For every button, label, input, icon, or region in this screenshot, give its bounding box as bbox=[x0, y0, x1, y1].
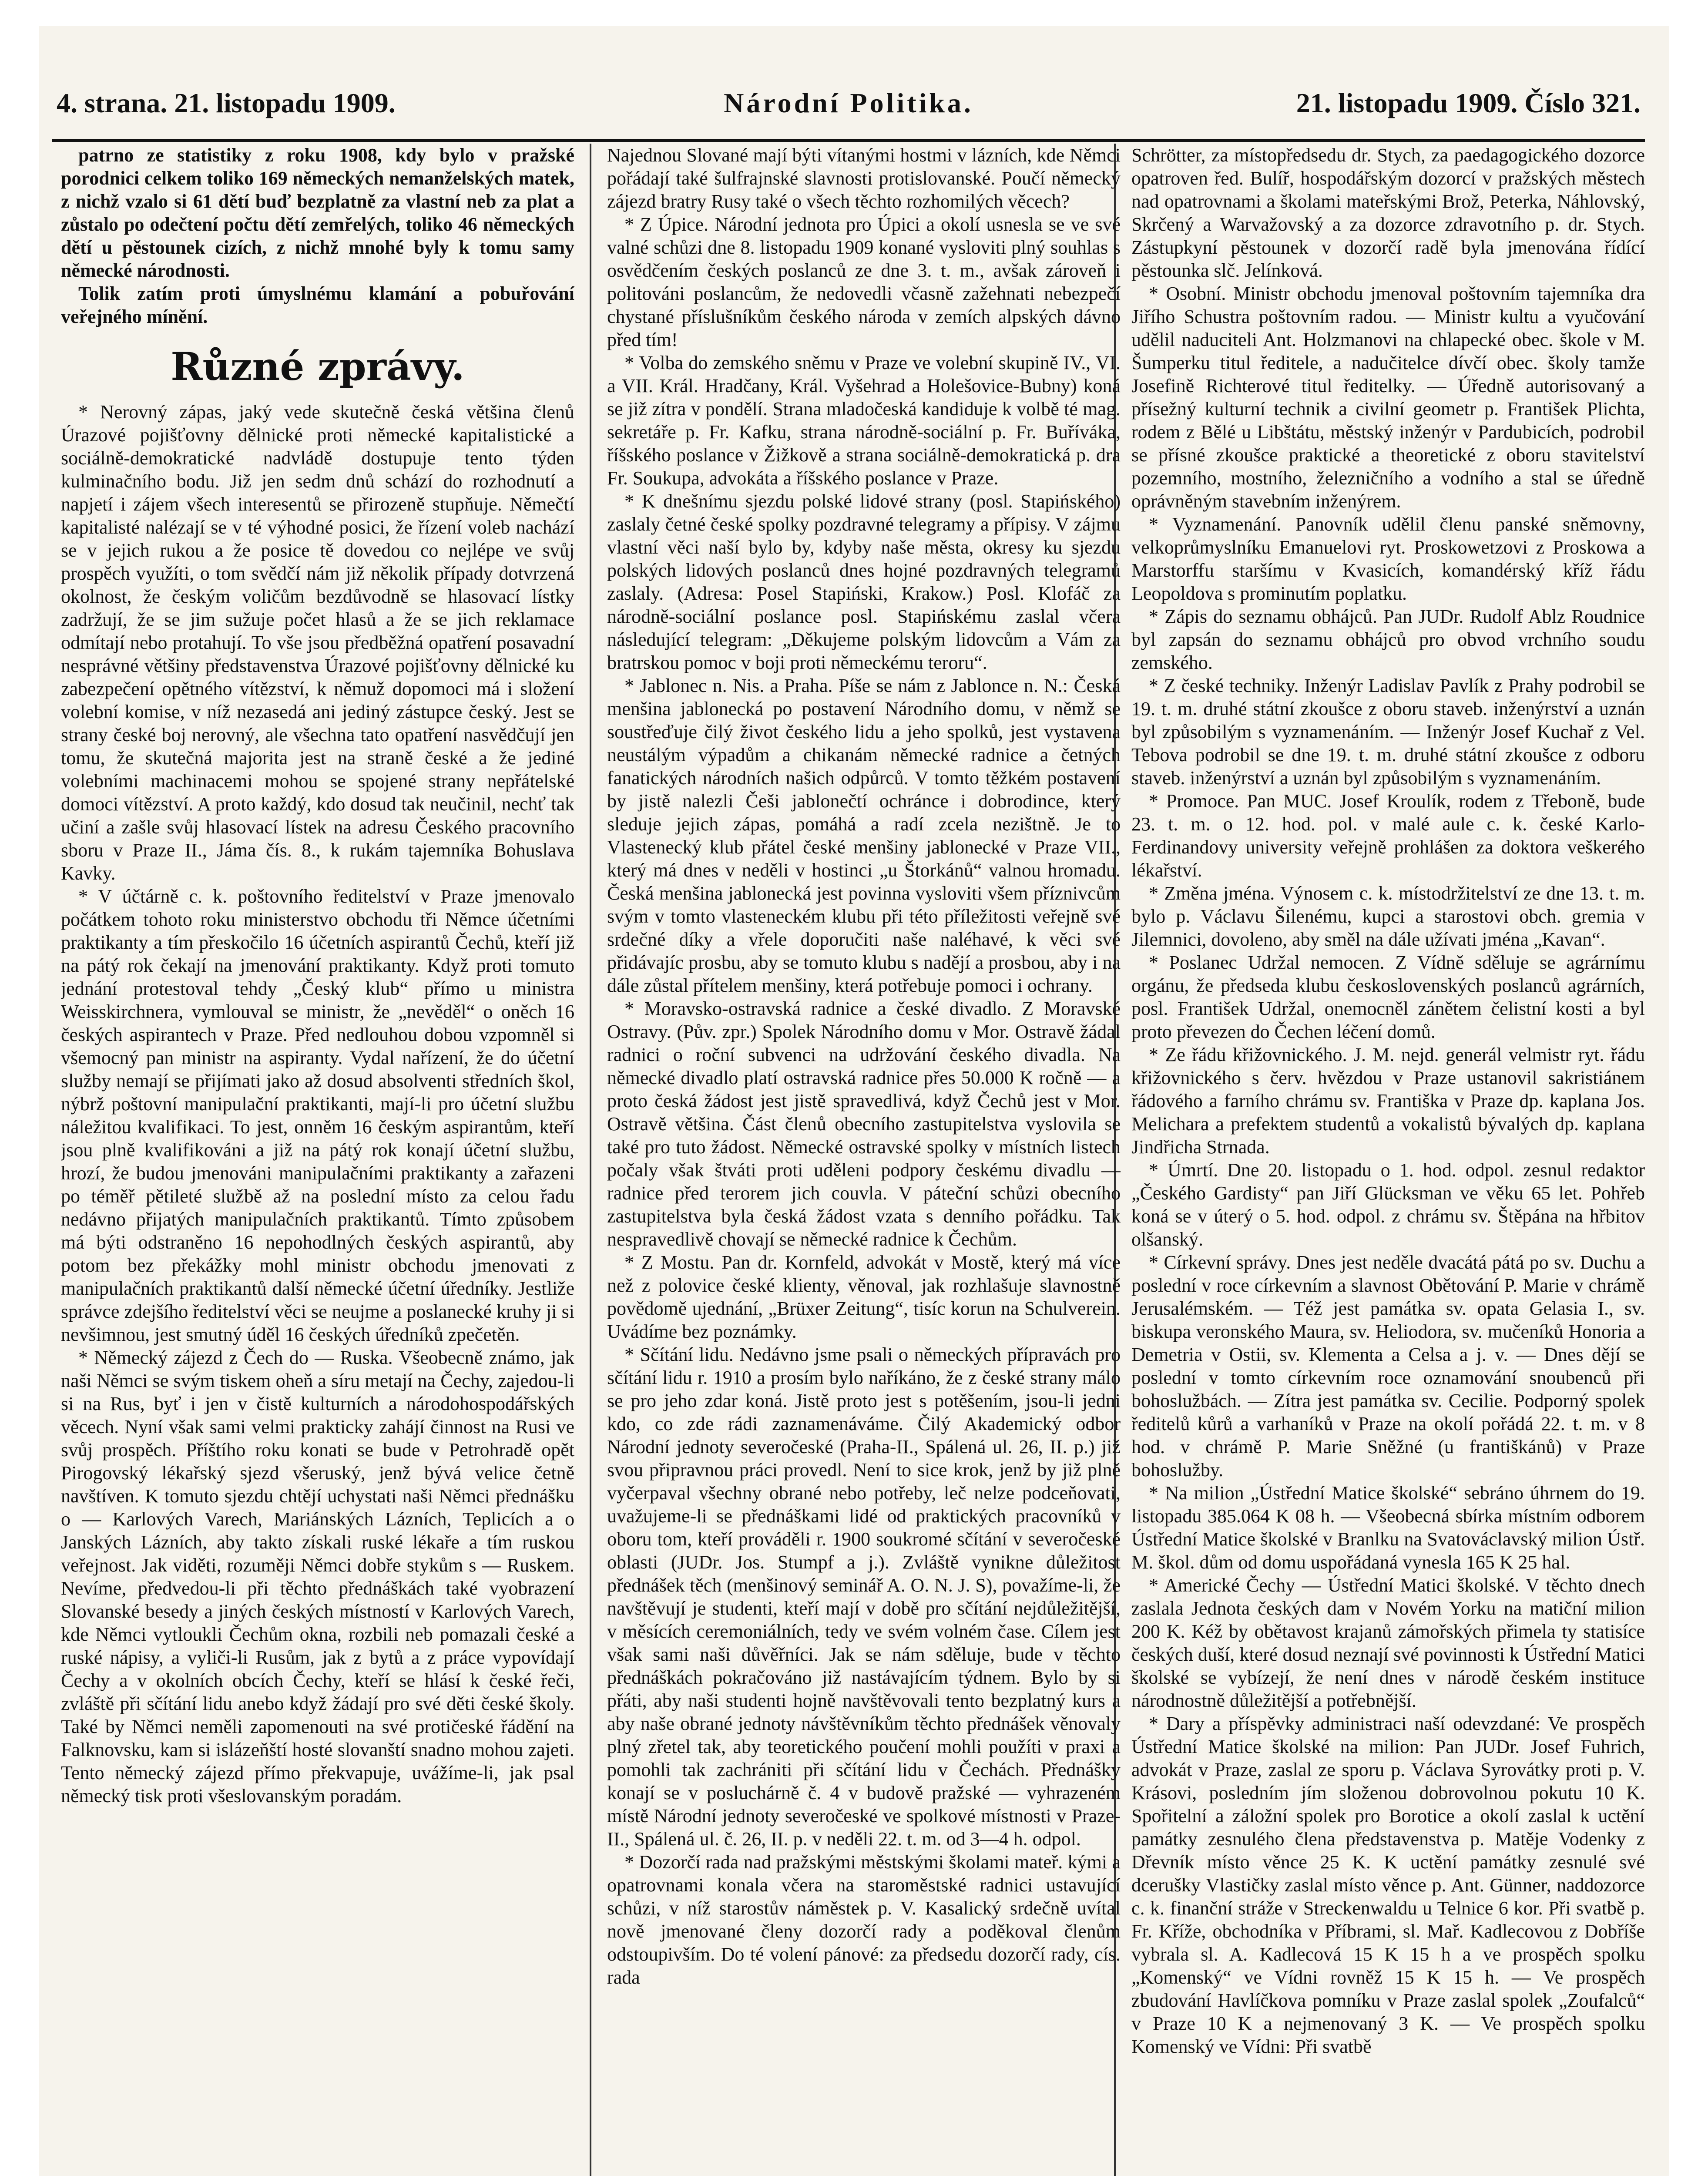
article-paragraph: * Úmrtí. Dne 20. listopadu o 1. hod. odpol. zesnul redaktor „Českého Gardisty“ pan Jiří Glücksman ve věku 65 let. Pohřeb koná se v úterý o 5. hod. odpol. z chrámu sv. Štěpána na hřbitov olšanský. bbox=[1131, 1159, 1645, 1250]
article-paragraph: * Na milion „Ústřední Matice školské“ sebráno úhrnem do 19. listopadu 385.064 K 08 h. — Všeobecná sbírka místním odborem Ústřední Matice školské v Branlku na Svatováclavský milion Ústř. M. škol. dům od domu uspořádaná vynesla 165 K 25 hal. bbox=[1131, 1482, 1645, 1573]
article-paragraph: * Z Úpice. Národní jednota pro Úpici a okolí usnesla se ve své valné schůzi dne 8. listopadu 1909 konané vysloviti plný souhlas s osvědčením českých poslanců ze dne 3. t. m., avšak zároveň i politováni poslancům, že nedovedli včasně zažehnati nebezpečí chystané příslušníkům českého národa v zemích alpských dávno před tím! bbox=[607, 214, 1121, 350]
article-paragraph: * Osobní. Ministr obchodu jmenoval poštovním tajemníka dra Jiřího Schustra poštovním radou. — Ministr kultu a vyučování udělil naduciteli Ant. Holzmanovi na chlapecké obec. škole v M. Šumperku titul ředitele, a nadučitelce dívčí obec. školy tamže Josefině Richterové titul ředitelky. — Úředně autorisovaný a přísežný kulturní technik a civilní geometr p. František Plichta, rodem z Bělé u Libštátu, městský inženýr v Pardubicích, podrobil se přísné zkoušce praktické a theoretické z oboru stavitelství pozemního, mostního, železničního a vodního a stal se úředně oprávněným stavebním inženýrem. bbox=[1131, 283, 1645, 512]
article-paragraph: * V účtárně c. k. poštovního ředitelství v Praze jmenovalo počátkem tohoto roku ministerstvo obchodu tři Němce účetními praktikanty a tím přeskočilo 16 účetních aspirantů Čechů, kteří již na pátý rok čekají na jmenování praktikanty. Když proti tomuto jednání protestoval tehdy „Český klub“ přímo u ministra Weisskirchnera, vymlouval se ministr, že „nevěděl“ o oněch 16 českých aspirantech v Praze. Před nedlouhou dobou vzpomněl si všemocný pan ministr na aspiranty. Vydal nařízení, že do účetní služby nemají se přijímati jako až dosud absolventi středních škol, nýbrž poštovní manipulační praktikanti, mají-li pro účetní službu náležitou kvalifikaci. To jest, onněm 16 českým aspirantům, kteří jsou plně kvalifikováni a již na pátý rok konají účetní službu, hrozí, že budou jmenováni manipulačními praktikanty a zařazeni po téměř pětileté službě až na poslední místo za celou řadu nedávno přijatých manipulačních praktikantů. Tímto způsobem má býti odstraněno 16 nepohodlných českých aspirantů, aby potom bez překážky mohl ministr obchodu jmenovati z manipulačních praktikantů další německé účetní úředníky. Jestliže správce zdejšího ředitelství věci se neujme a poslanecké kruhy ji si nevšimnou, jest smutný úděl 16 českých úředníků zpečetěn. bbox=[61, 886, 574, 1345]
section-heading: Různé zprávy. bbox=[171, 344, 465, 389]
article-paragraph: * Jablonec n. Nis. a Praha. Píše se nám z Jablonce n. N.: Česká menšina jablonecká po postavení Národního domu, v němž se soustřeďuje čilý život českého lidu a jeho spolků, jest vystavena neustálým výpadům a chikanám německé radnice a četných fanatických národních našich odpůrců. V tomto těžkém postavení by jistě nalezli Češi jablonečtí ochránce i dobrodince, který sleduje jejich zápas, pomáhá a radí zcela nezištně. Je to Vlastenecký klub přátel české menšiny jablonecké v Praze VII., který má dnes v neděli v hostinci „u Štorkánů“ valnou hromadu. Česká menšina jablonecká jest povinna vysloviti všem příznivcům svým v tomto vlasteneckém klubu při této příležitosti veřejně své srdečné díky a vřele doporučiti naše naléhavé, k věci své přidávajíc prosbu, aby se tomuto klubu s nadějí a prosbou, aby i na dále zůstal přítelem menšiny, která potřebuje pomoci i ochrany. bbox=[607, 675, 1121, 996]
article-paragraph: * Z české techniky. Inženýr Ladislav Pavlík z Prahy podrobil se 19. t. m. druhé státní zkoušce z oboru staveb. inženýrství a uznán byl způsobilým s vyznamenáním. — Inženýr Josef Kuchař z Vel. Tebova podrobil se dne 19. t. m. druhé státní zkoušce z odboru staveb. inženýrství a uznán byl způsobilým s vyznamenáním. bbox=[1131, 675, 1645, 789]
article-paragraph: * Sčítání lidu. Nedávno jsme psali o německých přípravách pro sčítání lidu r. 1910 a prosím bylo naříkáno, že z české strany málo se pro jeho zdar koná. Jistě proto jest s potěšením, jsou-li jedni kdo, co zde rádi zaznamenáváme. Čilý Akademický odbor Národní jednoty severočeské (Praha-II., Spálená ul. 26, II. p.) již svou připravnou práci provedl. Není to sice krok, jenž by již plně vyčerpaval všechny obrané nebo potřeby, leč nelze podceňovati, uvažujeme-li se přednáškami lidé od praktických pracovníků v oboru tom, kteří prováděli r. 1900 soukromé sčítání v severočeské oblasti (JUDr. Jos. Stumpf a j.). Zvláště vynikne důležitost přednášek těch (menšinový seminář A. O. N. J. S), považíme-li, že navštěvují je studenti, kteří mají v době pro sčítání nejdůležitější, v měsících ceremoniálních, tedy ve svém volném čase. Cílem jest však sami naši důvěřníci. Jak se nám sděluje, bude v těchto přednáškách pokračováno již nastávajícím týdnem. Bylo by si přáti, aby naši studenti hojně navštěvovali tento bezplatný kurs a aby naše obrané jednoty návštěvníkům těchto přednášek věnovaly plný zřetel tak, aby teoretického poučení mohli použíti v praxi a pomohli tak zachrániti při sčítání lidu v Čechách. Přednášky konají se v posluchárně č. 4 v budově pražské — vyhrazeném místě Národní jednoty severočeské ve spolkové místnosti v Praze-II., Spálená ul. č. 26, II. p. v neděli 22. t. m. od 3—4 h. odpol. bbox=[607, 1344, 1121, 1850]
article-paragraph: * Nerovný zápas, jaký vede skutečně česká většina členů Úrazové pojišťovny dělnické proti německé kapitalistické a sociálně-demokratické nadvládě dostupuje tento týden kulminačního bodu. Již jen sedm dnů schází do rozhodnutí a napjetí i zájem všech interesentů se přirozeně stupňuje. Němečtí kapitalisté nalézají se v té výhodné posici, že řízení voleb nachází se v jejich rukou a že posice tě dovedou co nejlépe ve svůj prospěch využíti, o tom svědčí nám již několik případy dotvrzená okolnost, že českým voličům bezdůvodně se hlasovací lístky zadržují, že se jim sužuje počet hlasů a že se jich reklamace odmítají nebo protahují. To vše jsou předběžná opatření posavadní nesprávné většiny představenstva Úrazové pojišťovny dělnické ku zabezpečení opětného vítězství, k němuž dopomoci má i složení volební komise, v níž nezasedá ani jediný zástupce český. Jest se strany české boj nerovný, ale všechna tato opatření nasvědčují jen tomu, že skutečná majorita jest na straně české a že jediné volebními machinacemi mohou se spojené strany nepřátelské domoci vítězství. A proto každý, kdo dosud tak neučinil, nechť tak učiní a zašle svůj hlasovací lístek na adresu Českého pracovního sboru v Praze II., Jáma čís. 8., k rukám tajemníka Bohuslava Kavky. bbox=[61, 401, 574, 884]
article-paragraph: * K dnešnímu sjezdu polské lidové strany (posl. Stapińského) zaslaly četné české spolky pozdravné telegramy a přípisy. V zájmu vlastní věci naší bylo by, kdyby naše města, okresy ku sjezdu polských lidových poslanců dnes hojné pozdravných telegramů zaslaly. (Adresa: Posel Stapiński, Krakow.) Posl. Klofáč za národně-sociální poslance posl. Stapińskému zaslal včera následující telegram: „Děkujeme polským lidovcům a Vám za bratrskou pomoc v boji proti německému teroru“. bbox=[607, 490, 1121, 673]
article-paragraph: * Promoce. Pan MUC. Josef Kroulík, rodem z Třeboně, bude 23. t. m. o 12. hod. pol. v malé aule c. k. české Karlo-Ferdinandovy university veřejně prohlášen za doktora veškerého lékařství. bbox=[1131, 790, 1645, 881]
article-intro: patrno ze statistiky z roku 1908, kdy bylo v pražské porodnici celkem toliko 169 německých nemanželských matek, z nichž vzalo si 61 dětí buď bezplatně za vlastní neb za plat a zůstalo po odečtení počtu dětí zemřelých, toliko 46 německých dětí u pěstounek cizích, z nichž mnohé byly k tomu samy německé národnosti. bbox=[61, 144, 574, 281]
column-3 bbox=[1131, 144, 1645, 2176]
article-paragraph: * Německý zájezd z Čech do — Ruska. Všeobecně známo, jak naši Němci se svým tiskem oheň a síru metají na Čechy, zajedou-li si na Rus, byť i jen v čistě kulturních a národohospodářských věcech. Nyní však sami velmi prakticky zahájí činnost na Rusi ve svůj prospěch. Příštího roku konati se bude v Petrohradě opět Pirogovský lékařský sjezd všeruský, jenž bývá velice četně navštíven. K tomuto sjezdu chtějí uchystati naši Němci přednášku o — Karlových Varech, Mariánských Lázních, Teplicích a o Janských Lázních, aby takto získali ruské lékaře a tím ruskou veřejnost. Jak viděti, rozuměji Němci dobře stykům s — Ruskem. Nevíme, předvedou-li při těchto přednáškách také vyobrazení Slovanské besedy a jiných českých místností v Karlových Varech, kde Němci vytloukli Čechům okna, rozbili neb pomazali české a ruské nápisy, a vyliči-li Rusům, jak z bytů a z práce vypovídají Čechy a v okolních obcích Čechy, kteří se hlásí k české řeči, zvláště při sčítání lidu anebo když žádají pro své děti české školy. Také by Němci neměli zapomenouti na své protičeské řádění na Falknovsku, kam si islázeňští hosté slovanští snadno mohou zajeti. Tento německý zájezd přímo překvapuje, uvážíme-li, jak psal německý tisk proti všeslovanským poradám. bbox=[61, 1347, 574, 1807]
page-header bbox=[57, 78, 1641, 131]
article-paragraph: * Církevní správy. Dnes jest neděle dvacátá pátá po sv. Duchu a poslední v roce církevním a slavnost Obětování P. Marie v chrámě Jerusalémském. — Též jest památka sv. opata Gelasia I., sv. biskupa veronského Maura, sv. Heliodora, sv. mučeníků Honoria a Demetria v Ostii, sv. Klementa a Celsa a j. v. — Dnes dějí se poslední v tomto církevním roce oznamování snoubenců při bohoslužbách. — Zítra jest památka sv. Cecilie. Podporný spolek ředitelů kůrů a varhaníků v Praze na okolí pořádá 22. t. m. v 8 hod. v chrámě P. Marie Sněžné (u františkánů) v Praze bohoslužby. bbox=[1131, 1252, 1645, 1481]
article-paragraph: * Moravsko-ostravská radnice a české divadlo. Z Moravské Ostravy. (Pův. zpr.) Spolek Národního domu v Mor. Ostravě žádal radnici o roční subvenci na udržování českého divadla. Na německé divadlo platí ostravská radnice přes 50.000 K ročně — a proto česká žádost jest jistě spravedlivá, když Čechů jest v Mor. Ostravě většina. Část členů obecního zastupitelstva vyslovila se také pro tuto žádost. Německé ostravské spolky v místních listech počaly však štváti proti uděleni podpory českému divadlu — radnice před terorem jich couvla. V páteční schůzi obecního zastupitelstva byla česká žádost vzata s denního pořádku. Tak nespravedlivě chovají se německé radnice k Čechům. bbox=[607, 998, 1121, 1250]
article-paragraph: * Z Mostu. Pan dr. Kornfeld, advokát v Mostě, který má více než z polovice české klienty, věnoval, jak rozhlašuje slavnostně povědomě ujednání, „Brüxer Zeitung“, tisíc korun na Schulverein. Uvádíme bez poznámky. bbox=[607, 1252, 1121, 1342]
article-paragraph: * Změna jména. Výnosem c. k. místodržitelství ze dne 13. t. m. bylo p. Václavu Šilenému, kupci a starostovi obch. gremia v Jilemnici, dovoleno, aby směl na dále užívati jména „Kavan“. bbox=[1131, 883, 1645, 950]
masthead-title: Národní Politika. bbox=[724, 87, 973, 118]
article-paragraph: Schrötter, za místopředsedu dr. Stych, za paedagogického dozorce opatroven řed. Bulíř, hospodářským dozorcí v pražských městech nad opatrovnami a školami mateřskými Brož, Peterka, Náhlovský, Skrčený a Warvažovský a za dozorce zdravotního p. dr. Stych. Zástupkyní pěstounek v dozorčí radě byla jmenována řídící pěstounka slč. Jelínková. bbox=[1131, 144, 1645, 281]
column-divider-1 bbox=[590, 144, 591, 2176]
article-paragraph: * Vyznamenání. Panovník udělil členu panské sněmovny, velkoprůmyslníku Emanuelovi ryt. Proskowetzovi z Proskowa a Marstorffu staršímu v Kvasicích, komandérský kříž řádu Leopoldova s prominutím poplatku. bbox=[1131, 514, 1645, 604]
article-paragraph: * Dozorčí rada nad pražskými městskými školami mateř. kými a opatrovnami konala včera na staroměstské radnici ustavující schůzi, v níž starostův náměstek p. V. Kasalický srdečně uvítal nově jmenované členy dozorčí rady a poděkoval členům odstoupivším. Do té volení pánové: za předsedu dozorčí rady, cís. rada bbox=[607, 1851, 1121, 1988]
header-right: 21. listopadu 1909. Číslo 321. bbox=[1296, 87, 1641, 118]
article-paragraph: * Volba do zemského sněmu v Praze ve volební skupině IV., VI. a VII. Král. Hradčany, Král. Vyšehrad a Holešovice-Bubny) koná se již zítra v pondělí. Strana mladočeská kandiduje k volbě té mag. sekretáře p. Fr. Kafku, strana národně-sociální p. Fr. Buříváka, říšského poslance v Žižkově a strana sociálně-demokratická p. dra Fr. Soukupa, advokáta a říšského poslance v Praze. bbox=[607, 352, 1121, 489]
article-paragraph: * Americké Čechy — Ústřední Matici školské. V těchto dnech zaslala Jednota českých dam v Novém Yorku na matiční milion 200 K. Kéž by obětavost krajanů zámořských přimela ty statisíce českých duší, které dosud neznají své povinnosti k Ústřední Matici školské se vybízejí, že není dnes v národě českém instituce národnostně důležitější a potřebnější. bbox=[1131, 1575, 1645, 1711]
header-rule bbox=[52, 139, 1645, 142]
article-paragraph: Najednou Slované mají býti vítanými hostmi v lázních, kde Němci pořádají také šulfrajnské slavnosti protislovanské. Poučí německý zájezd bratry Rusy také o všech těchto rozhomilých věcech? bbox=[607, 144, 1121, 212]
article-paragraph: * Poslanec Udržal nemocen. Z Vídně sděluje se agrárnímu orgánu, že předseda klubu československých poslanců agrárních, posl. František Udržal, onemocněl zánětem čelistní kosti a byl proto převezen do Čechen léčení domů. bbox=[1131, 952, 1645, 1042]
article-paragraph: * Zápis do seznamu obhájců. Pan JUDr. Rudolf Ablz Roudnice byl zapsán do seznamu obhájců pro obvod vrchního soudu zemského. bbox=[1131, 606, 1645, 673]
header-left: 4. strana. 21. listopadu 1909. bbox=[57, 87, 396, 118]
article-intro-2: Tolik zatím proti úmyslnému klamání a pobuřování veřejného mínění. bbox=[61, 283, 574, 327]
article-paragraph: * Dary a příspěvky administraci naší odevzdané: Ve prospěch Ústřední Matice školské na milion: Pan JUDr. Josef Fuhrich, advokát v Praze, zaslal ze sporu p. Václava Syrovátky proti p. V. Krásovi, posledním jím složenou dobrovolnou pokutu 10 K. Spořitelní a záložní spolek pro Borotice a okolí zaslal k uctění památky zesnulého člena představenstva p. Matěje Vodenky z Dřevník místo věnce 25 K. K uctění památky zesnulé své dcerušky Vlastičky zaslal místo věnce p. Ant. Günner, naddozorce c. k. finanční stráže v Streckenwaldu u Telnice 6 kor. Při svatbě p. Fr. Kříže, obchodníka v Příbrami, sl. Mař. Kadlecovou z Dobříše vybrala sl. A. Kadlecová 15 K 15 h a ve prospěch spolku „Komenský“ ve Vídni rovněž 15 K 15 h. — Ve prospěch zbudování Havlíčkova pomníku v Praze zaslal spolek „Zoufalců“ v Praze 10 K a nejmenovaný 3 K. — Ve prospěch spolku Komenský ve Vídni: Při svatbě bbox=[1131, 1713, 1645, 2057]
article-paragraph: * Ze řádu křižovnického. J. M. nejd. generál velmistr ryt. řádu křižovnického s červ. hvězdou v Praze ustanovil sakristiánem řádového a farního chrámu sv. Františka v Praze dp. kaplana Jos. Melichara a prefektem studentů a vokalistů bývalých dp. kaplana Jindřicha Strnada. bbox=[1131, 1044, 1645, 1158]
column-1 bbox=[61, 144, 574, 2176]
column-2 bbox=[607, 144, 1121, 2176]
